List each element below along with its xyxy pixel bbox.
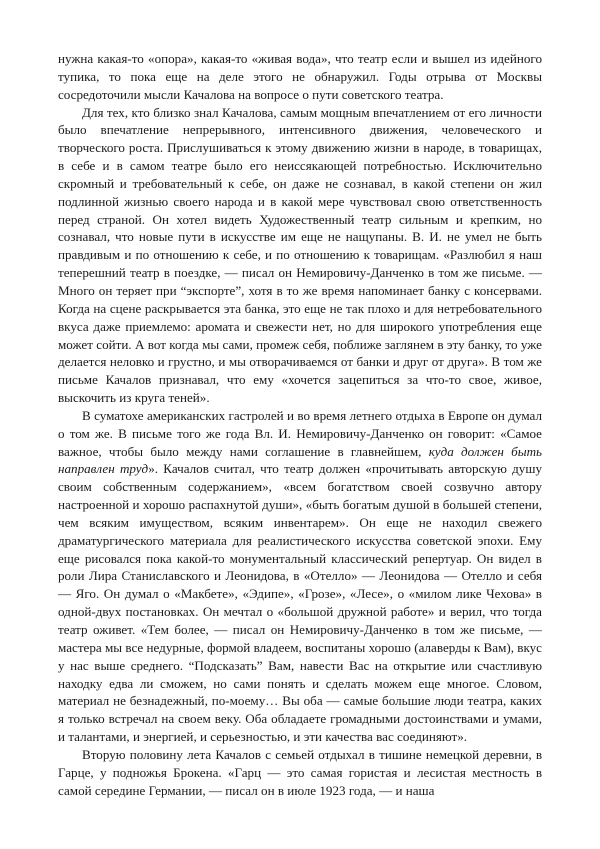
paragraph-2: Для тех, кто близко знал Качалова, самым мощным впечатлением от его личности было впечатление непрерывного, интенсивного движения, человеческого и творческого роста. Прислушиваться к этому движению жизни в народе, в товарищах, в себе и в самом театре было его неиссякающей потребностью. Исключительно скромный и требовательный к себе, он даже не сознавал, в какой степени он жил подлинной жизнью своего народа и в какой мере чувствовал свою ответственность перед страной. Он хотел видеть Художественный театр сильным и крепким, но сознавал, что новые пути в искусстве им еще не нащупаны. В. И. не умел не быть правдивым и по отношению к себе, и по отношению к товарищам. «Разлюбил я наш теперешний театр в поездке, — писал он Немировичу-Данченко в том же письме. — Много он теряет при “экспорте”, хотя в то же время напоминает банку с консервами. Когда на сцене раскрывается эта банка, это еще не так плохо и для нетребовательного вкуса даже приемлемо: аромата и свежести нет, но для широкого употребления еще может сойти. А вот когда мы сами, промеж себя, поближе заглянем в эту банку, то уже делается неловко и грустно, и мы отворачиваемся от банки и друг от друга». В том же письме Качалов признавал, что ему «хочется зацепиться за что-то свое, живое, выскочить из круга теней».	[58, 104, 542, 406]
paragraph-1: нужна какая-то «опора», какая-то «живая вода», что театр если и вышел из идейного тупика, то пока еще на деле этого не обнаружил. Годы отрыва от Москвы сосредоточили мысли Качалова на вопросе о пути советского театра.	[58, 51, 542, 102]
paragraph-3-emphasis: куда должен быть направлен труд	[58, 443, 543, 477]
paragraph-3-text-before: В суматохе американских гастролей и во время летнего отдыха в Европе он думал о том же. В письме того же года Вл. И. Немировичу-Данченко он говорит: «Самое важное, чтобы было между нами соглашение в главнейшем,	[58, 407, 542, 459]
paragraph-4: Вторую половину лета Качалов с семьей отдыхал в тишине немецкой деревни, в Гарце, у подножья Брокена. «Гарц — это самая гористая и лесистая местность в самой середине Германии, — писал он в июле 1923 года, — и наша	[58, 746, 542, 798]
paragraph-3	[58, 407, 542, 746]
paragraph-3-text-after: ». Качалов считал, что театр должен «прочитывать авторскую душу своим собственным содержанием», «всем богатством своей созвучно автору настроенной и хорошо распахнутой души», «быть богатым душой в большей степени, чем всяким имуществом, всяким инвентарем». Он еще не находил свежего драматургического материала для реалистического искусства советской эпохи. Ему еще рисовался пока какой-то монументальный классический репертуар. Он видел в роли Лира Станиславского и Леонидова, в «Отелло» — Леонидова — Отелло и себя — Яго. Он думал о «Макбете», «Эдипе», «Грозе», «Лесе», о «милом лике Чехова» в одной-двух постановках. Он мечтал о «большой дружной работе» и верил, что тогда театр оживет. «Тем более, — писал он Немировичу-Данченко в том же письме, — мастера мы все недурные, формой владеем, воспитаны хорошо (алаверды к Вам), вкус у нас выше среднего. “Подсказать” Вам, навести Вас на открытие или счастливую находку едва ли сможем, но сами понять и сделать можем еще многое. Словом, материал не безнадежный, по-моему… Вы оба — самые большие люди театра, каких я только встречал на своем веку. Оба обладаете громадными достоинствами и умами, и талантами, и энергией, и серьезностью, и эти качества вас соединяют».	[58, 461, 542, 745]
